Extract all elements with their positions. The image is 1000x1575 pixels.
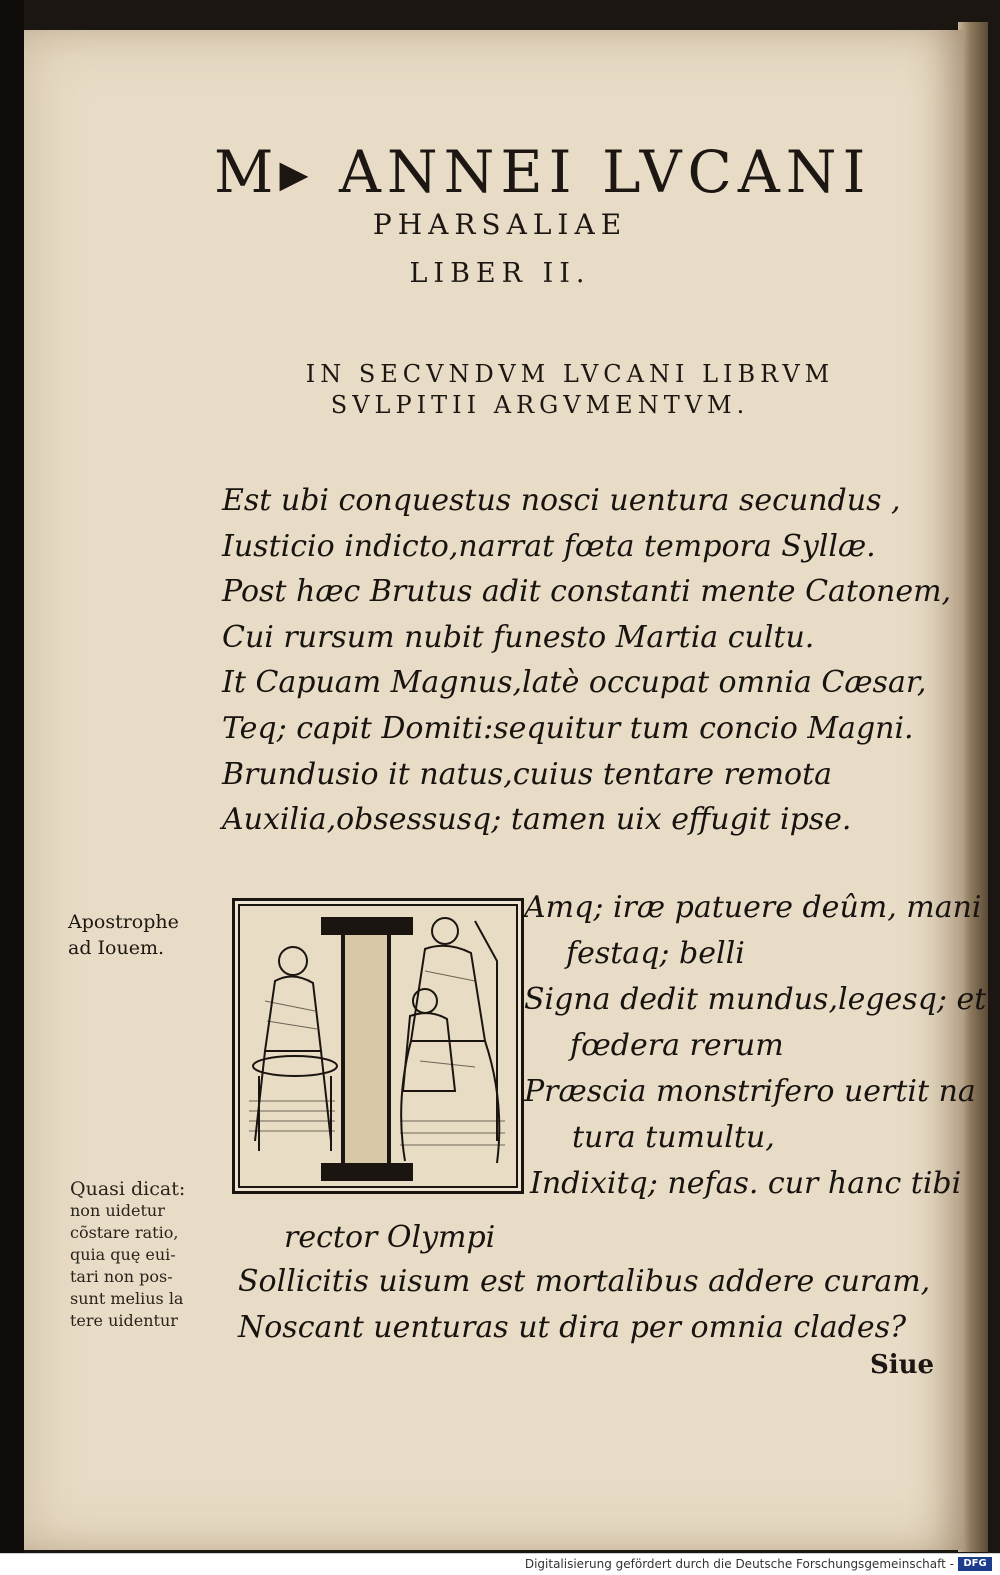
margin-note-quasi-dicat — [70, 1178, 230, 1332]
verse-line: Noscant uenturas ut dira per omnia clades? — [238, 1310, 907, 1345]
verse-line: Indixitq; nefas. cur hanc tibi — [530, 1166, 962, 1201]
margin-note-apostrophe: Apostrophe — [68, 911, 179, 933]
argument-heading-2: SVLPITII ARGVMENTVM. — [330, 391, 750, 419]
verse-line: Brundusio it natus,cuius tentare remota — [222, 756, 833, 792]
margin-note-line: cõstare ratio, — [70, 1223, 179, 1242]
verse-line: Sollicitis uisum est mortalibus addere curam, — [238, 1264, 931, 1299]
argument-heading-1: IN SECVNDVM LVCANI LIBRVM — [305, 360, 835, 388]
verse-line: Post hæc Brutus adit constanti mente Catonem, — [222, 574, 952, 610]
margin-note-line: non uidetur — [70, 1201, 165, 1220]
footer-credit: Digitalisierung gefördert durch die Deutsche Forschungsgemeinschaft - — [524, 1557, 954, 1571]
verse-line: Iusticio indicto,narrat fœta tempora Syllæ. — [222, 528, 876, 564]
woodcut-initial-illustration — [232, 898, 524, 1194]
margin-note-line: sunt melius la — [70, 1289, 184, 1308]
verse-line: Cui rursum nubit funesto Martia cultu. — [222, 619, 815, 655]
page-subtitle: PHARSALIAE — [372, 208, 628, 241]
margin-note-line: tari non pos- — [70, 1267, 173, 1286]
margin-note-line: quia quę eui- — [70, 1245, 176, 1264]
margin-note-line: Quasi dicat: — [70, 1178, 186, 1200]
page-title: M▸ ANNEI LVCANI — [214, 138, 872, 206]
dfg-logo-icon: DFG — [958, 1557, 992, 1571]
woodcut-figures-icon — [235, 901, 521, 1191]
verse-line: fœdera rerum — [570, 1028, 784, 1063]
footer-bar — [0, 1553, 1000, 1575]
verse-line: It Capuam Magnus,latè occupat omnia Cæsar, — [222, 665, 927, 701]
argument-verses — [222, 478, 952, 843]
verse-line: Præscia monstrifero uertit na — [524, 1074, 976, 1109]
verse-line: Auxilia,obsessusq; tamen uix effugit ipse. — [222, 802, 852, 838]
verse-line: rector Olympi — [284, 1220, 496, 1255]
margin-note-line: tere uidentur — [70, 1311, 178, 1330]
verse-line: Teq; capit Domiti:sequitur tum concio Magni. — [222, 710, 914, 746]
verse-line: Est ubi conquestus nosci uentura secundus , — [222, 483, 901, 518]
verse-line: Amq; iræ patuere deûm, mani — [524, 890, 982, 925]
margin-note-apostrophe-2: ad Iouem. — [68, 937, 165, 959]
catchword: Siue — [870, 1350, 935, 1380]
verse-line: tura tumultu, — [572, 1120, 775, 1155]
verse-line: festaq; belli — [566, 936, 745, 971]
verse-line: Signa dedit mundus,legesq; et — [524, 982, 987, 1017]
book-number: LIBER II. — [409, 258, 591, 289]
